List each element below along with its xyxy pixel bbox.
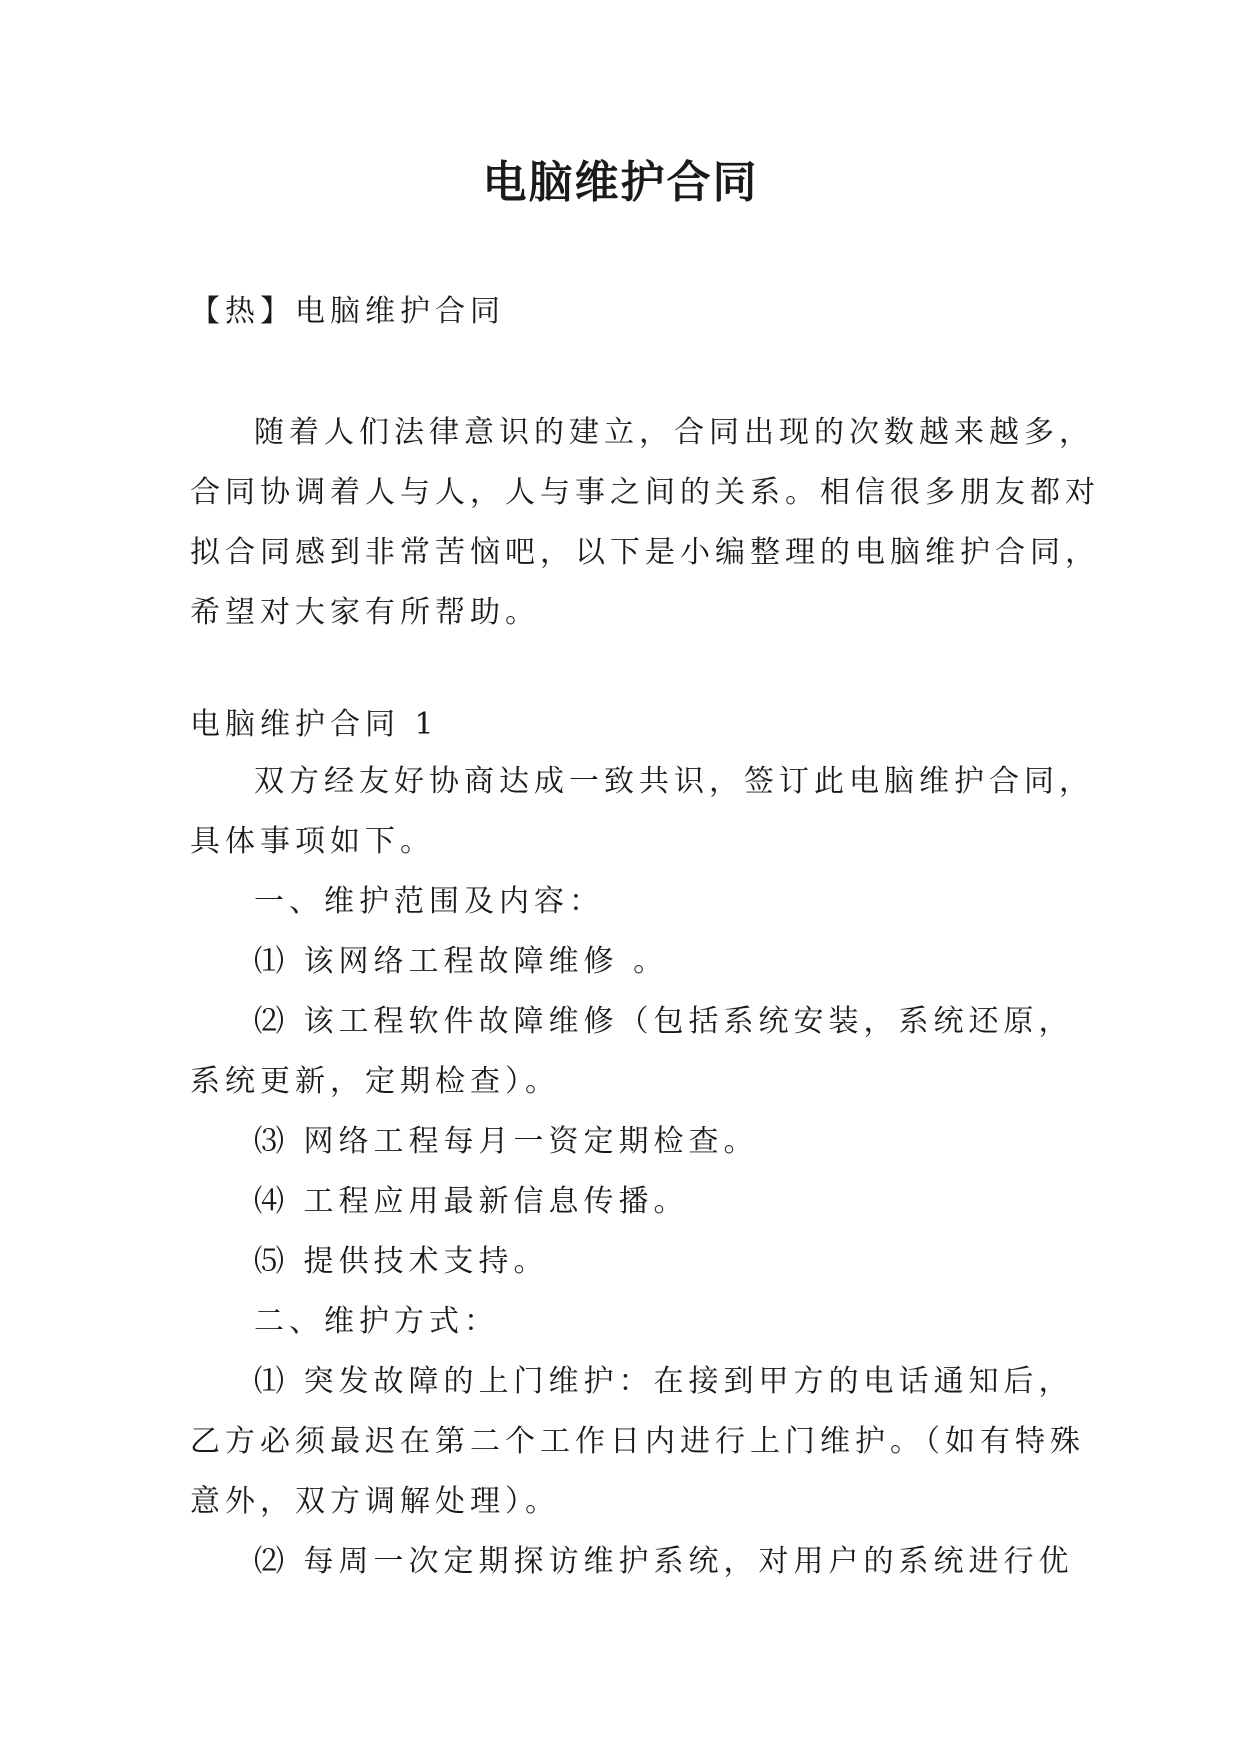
list-item: ⑴ 该网络工程故障维修 。 bbox=[254, 944, 669, 979]
contract-body bbox=[190, 752, 1094, 1592]
list-item-continuation: 系统更新，定期检查）。 bbox=[190, 1064, 560, 1099]
section-heading: 一、维护范围及内容： bbox=[254, 884, 604, 919]
list-item: ⑵ 该工程软件故障维修（包括系统安装，系统还原， bbox=[254, 1004, 1074, 1039]
document-subtitle: 【热】电脑维护合同 bbox=[190, 294, 505, 329]
list-item: ⑷ 工程应用最新信息传播。 bbox=[254, 1184, 689, 1219]
section-heading: 二、维护方式： bbox=[254, 1304, 499, 1339]
intro-paragraph bbox=[190, 403, 1100, 643]
contract-heading: 电脑维护合同 1 bbox=[190, 707, 439, 742]
contract-line: 具体事项如下。 bbox=[190, 824, 435, 859]
list-item-continuation: 意外，双方调解处理）。 bbox=[190, 1484, 560, 1519]
list-item: ⑴ 突发故障的上门维护：在接到甲方的电话通知后， bbox=[254, 1364, 1074, 1399]
intro-line: 随着人们法律意识的建立，合同出现的次数越来越多， bbox=[254, 415, 1094, 450]
intro-line: 拟合同感到非常苦恼吧，以下是小编整理的电脑维护合同， bbox=[190, 535, 1100, 570]
contract-line: 双方经友好协商达成一致共识，签订此电脑维护合同， bbox=[254, 764, 1094, 799]
list-item: ⑶ 网络工程每月一资定期检查。 bbox=[254, 1124, 759, 1159]
list-item: ⑸ 提供技术支持。 bbox=[254, 1244, 549, 1279]
list-item-continuation: 乙方必须最迟在第二个工作日内进行上门维护。（如有特殊 bbox=[190, 1424, 1085, 1459]
list-item: ⑵ 每周一次定期探访维护系统，对用户的系统进行优 bbox=[254, 1544, 1074, 1579]
document-title: 电脑维护合同 bbox=[482, 157, 759, 208]
intro-line: 希望对大家有所帮助。 bbox=[190, 595, 540, 630]
intro-line: 合同协调着人与人，人与事之间的关系。相信很多朋友都对 bbox=[190, 475, 1100, 510]
